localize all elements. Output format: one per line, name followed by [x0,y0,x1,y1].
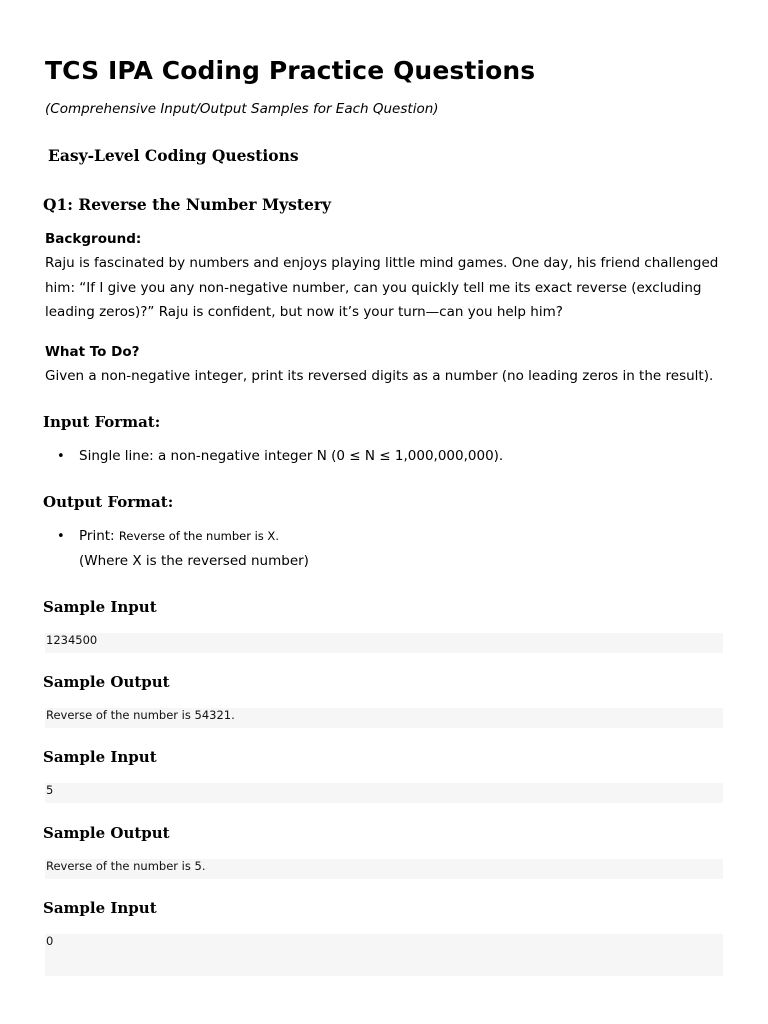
sample-code-block: Reverse of the number is 54321. [45,708,723,728]
input-format-text: Single line: a non-negative integer N (0 ≤ N ≤ 1,000,000,000). [79,448,504,464]
background-line: him: “If I give you any non-negative number, can you quickly tell me its exact reverse (excluding [45,279,702,296]
output-print-label: Print: [79,528,119,544]
sample-heading: Sample Input [43,748,157,766]
sample-code-block: 0 [45,934,723,976]
output-format-heading: Output Format: [43,493,174,511]
sample-heading: Sample Output [43,824,170,842]
what-to-do-text: Given a non-negative integer, print its reversed digits as a number (no leading zeros in the result). [45,368,714,384]
input-format-list-item [57,448,503,464]
input-format-heading: Input Format: [43,413,161,431]
sample-code-block: 5 [45,783,723,803]
sample-code-block: Reverse of the number is 5. [45,859,723,879]
output-print-code: Reverse of the number is X. [118,529,279,543]
bullet-icon: • [57,449,65,464]
sample-heading: Sample Input [43,598,157,616]
background-line: leading zeros)?” Raju is confident, but now it’s your turn—can you help him? [45,304,563,320]
background-paragraph [45,251,718,325]
sample-code-block: 1234500 [45,633,723,653]
sample-heading: Sample Input [43,899,157,917]
background-line: Raju is fascinated by numbers and enjoys playing little mind games. One day, his friend challenged [45,255,719,271]
background-label: Background: [45,231,142,247]
what-to-do-label: What To Do? [45,344,140,360]
page-subtitle: (Comprehensive Input/Output Samples for Each Question) [45,101,439,117]
output-format-note: (Where X is the reversed number) [79,553,309,569]
section-heading: Easy-Level Coding Questions [48,146,299,165]
question-heading: Q1: Reverse the Number Mystery [43,195,332,214]
output-format-list-item [57,528,279,544]
sample-heading: Sample Output [43,673,170,691]
page-title: TCS IPA Coding Practice Questions [45,56,536,85]
bullet-icon: • [57,529,65,544]
